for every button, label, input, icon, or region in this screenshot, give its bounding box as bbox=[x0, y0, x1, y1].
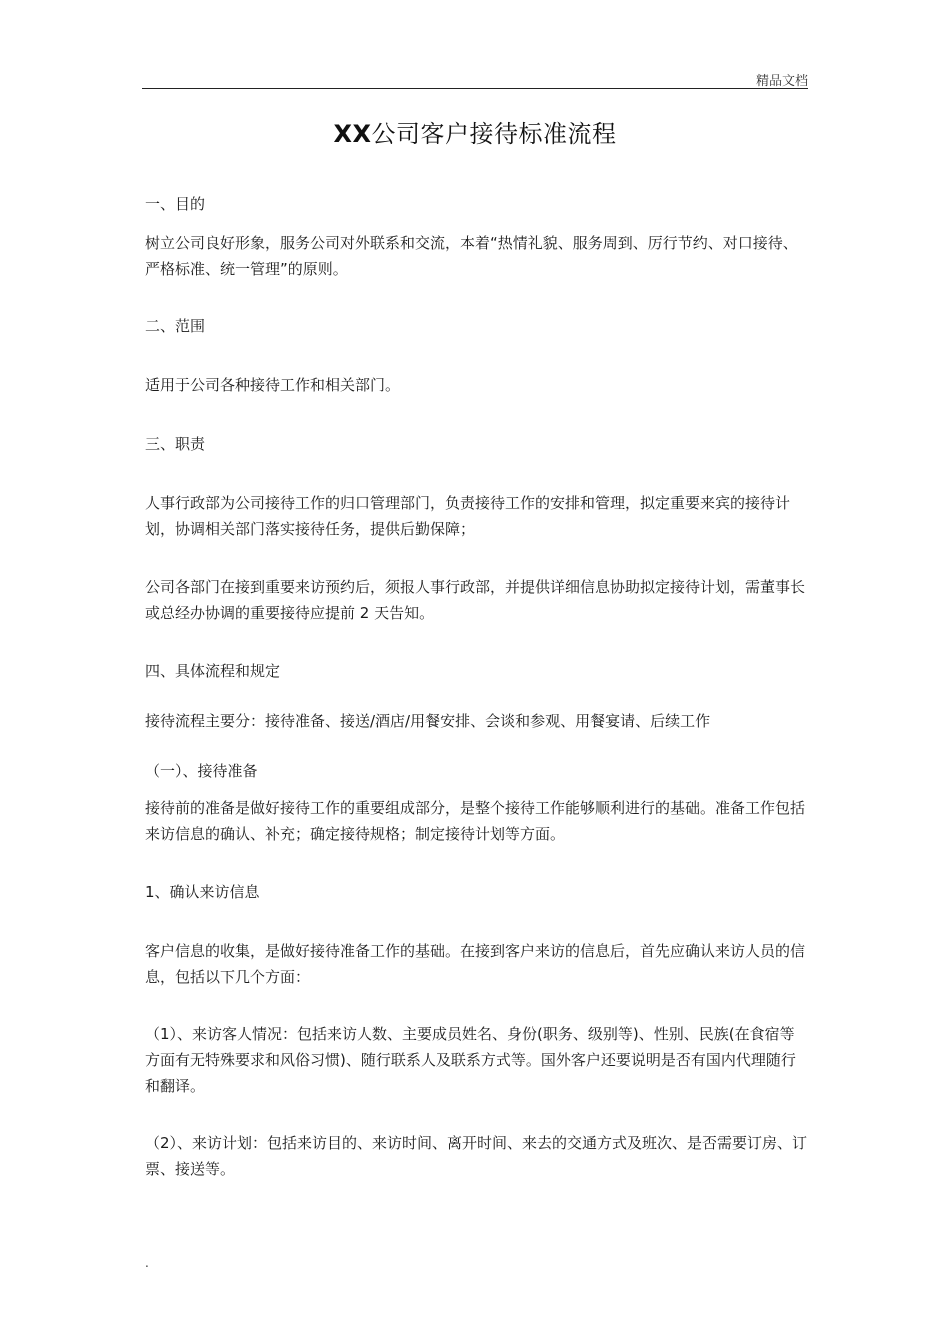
section-heading-responsibility: 三、职责 bbox=[145, 435, 206, 453]
title-prefix: XX bbox=[333, 120, 372, 148]
document-title bbox=[142, 114, 808, 149]
header-divider bbox=[142, 88, 808, 89]
section-heading-scope: 二、范围 bbox=[145, 317, 206, 335]
header-label: 精品文档 bbox=[755, 74, 808, 89]
paragraph-purpose: 树立公司良好形象，服务公司对外联系和交流，本着“热情礼貌、服务周到、厉行节约、对口接待、严格标准、统一管理”的原则。 bbox=[145, 234, 798, 278]
paragraph-confirm-info: 客户信息的收集，是做好接待准备工作的基础。在接到客户来访的信息后，首先应确认来访人员的信息，包括以下几个方面： bbox=[145, 942, 806, 986]
subsection-heading-preparation: （一）、接待准备 bbox=[145, 762, 258, 780]
paragraph-responsibility-1: 人事行政部为公司接待工作的归口管理部门，负责接待工作的安排和管理，拟定重要来宾的接待计划，协调相关部门落实接待任务，提供后勤保障； bbox=[145, 494, 791, 538]
paragraph-preparation: 接待前的准备是做好接待工作的重要组成部分，是整个接待工作能够顺利进行的基础。准备工作包括来访信息的确认、补充；确定接待规格；制定接待计划等方面。 bbox=[145, 799, 806, 843]
paragraph-visitor-details: （1）、来访客人情况：包括来访人数、主要成员姓名、身份(职务、级别等)、性别、民族(在食宿等方面有无特殊要求和风俗习惯)、随行联系人及联系方式等。国外客户还要说明是否有国内代理随行和翻译。 bbox=[145, 1025, 796, 1095]
item-heading-confirm-info: 1、确认来访信息 bbox=[145, 883, 260, 901]
paragraph-scope: 适用于公司各种接待工作和相关部门。 bbox=[145, 376, 401, 394]
paragraph-visit-plan: （2）、来访计划：包括来访目的、来访时间、离开时间、来去的交通方式及班次、是否需要订房、订票、接送等。 bbox=[145, 1134, 808, 1178]
title-text: 公司客户接待标准流程 bbox=[371, 120, 617, 148]
paragraph-responsibility-2: 公司各部门在接到重要来访预约后，须报人事行政部，并提供详细信息协助拟定接待计划，需董事长或总经办协调的重要接待应提前 2 天告知。 bbox=[145, 578, 806, 622]
footer-mark: . bbox=[145, 1256, 149, 1270]
section-heading-purpose: 一、目的 bbox=[145, 195, 206, 213]
section-heading-process: 四、具体流程和规定 bbox=[145, 662, 281, 680]
paragraph-process-overview: 接待流程主要分：接待准备、接送/酒店/用餐安排、会谈和参观、用餐宴请、后续工作 bbox=[145, 712, 711, 730]
